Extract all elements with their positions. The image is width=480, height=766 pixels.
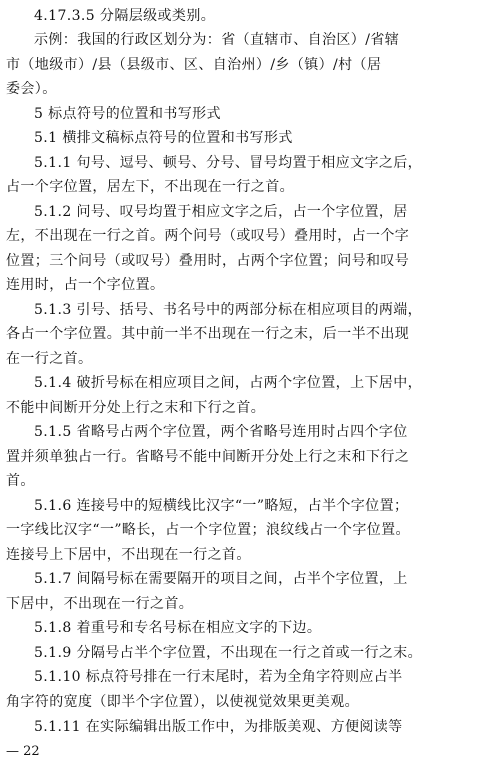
text-line: 置并须单独占一行。省略号不能中间断开分处上行之末和下行之	[6, 449, 410, 465]
text-line: 5.1.3 引号、括号、书名号中的两部分标在相应项目的两端，	[34, 302, 423, 318]
page-number: — 22	[6, 744, 40, 759]
text-line: 委会）。	[6, 81, 57, 97]
text-line: 各占一个字位置。其中前一半不出现在一行之末，后一半不出现	[6, 326, 410, 342]
text-line: 角字符的宽度（即半个字位置），以使视觉效果更美观。	[6, 694, 359, 710]
text-line: 左，不出现在一行之首。两个问号（或叹号）叠用时，占一个字	[6, 228, 410, 244]
text-line: 下居中，不出现在一行之首。	[6, 596, 194, 612]
text-line: 5.1.7 间隔号标在需要隔开的项目之间，占半个字位置，上	[34, 571, 408, 587]
text-line: 4.17.3.5 分隔层级或类别。	[34, 8, 216, 24]
text-line: 一字线比汉字“一”略长，占一个字位置；浪纹线占一个字位置。	[6, 522, 410, 538]
text-line: 5.1.11 在实际编辑出版工作中，为排版美观、方便阅读等	[34, 719, 403, 735]
text-line: 5.1.1 句号、逗号、顿号、分号、冒号均置于相应文字之后，	[34, 155, 423, 171]
text-line: 5.1.4 破折号标在相应项目之间，占两个字位置，上下居中，	[34, 375, 423, 391]
text-line: 在一行之首。	[6, 351, 93, 367]
text-line: 5.1.10 标点符号排在一行末尾时，若为全角字符则应占半	[34, 669, 403, 685]
text-line: 位置；三个问号（或叹号）叠用时，占两个字位置；问号和叹号	[6, 253, 410, 269]
text-line: 连接号上下居中，不出现在一行之首。	[6, 547, 251, 563]
section-heading: 5 标点符号的位置和书写形式	[34, 106, 221, 122]
text-line: 5.1.8 着重号和专名号标在相应文字的下边。	[34, 620, 322, 636]
text-line: 示例：我国的行政区划分为：省（直辖市、自治区）/省辖	[34, 32, 400, 48]
text-line: 市（地级市）/县（县级市、区、自治州）/乡（镇）/村（居	[6, 57, 382, 73]
text-line: 占一个字位置，居左下，不出现在一行之首。	[6, 179, 294, 195]
text-line: 连用时，占一个字位置。	[6, 277, 165, 293]
text-line: 5.1.6 连接号中的短横线比汉字“一”略短，占半个字位置；	[34, 498, 409, 514]
section-heading: 5.1 横排文稿标点符号的位置和书写形式	[34, 130, 293, 146]
text-line: 首。	[6, 473, 35, 489]
text-line: 不能中间断开分处上行之末和下行之首。	[6, 400, 266, 416]
text-line: 5.1.2 问号、叹号均置于相应文字之后，占一个字位置，居	[34, 204, 408, 220]
text-line: 5.1.9 分隔号占半个字位置，不出现在一行之首或一行之末。	[34, 645, 423, 661]
text-line: 5.1.5 省略号占两个字位置，两个省略号连用时占四个字位	[34, 424, 408, 440]
